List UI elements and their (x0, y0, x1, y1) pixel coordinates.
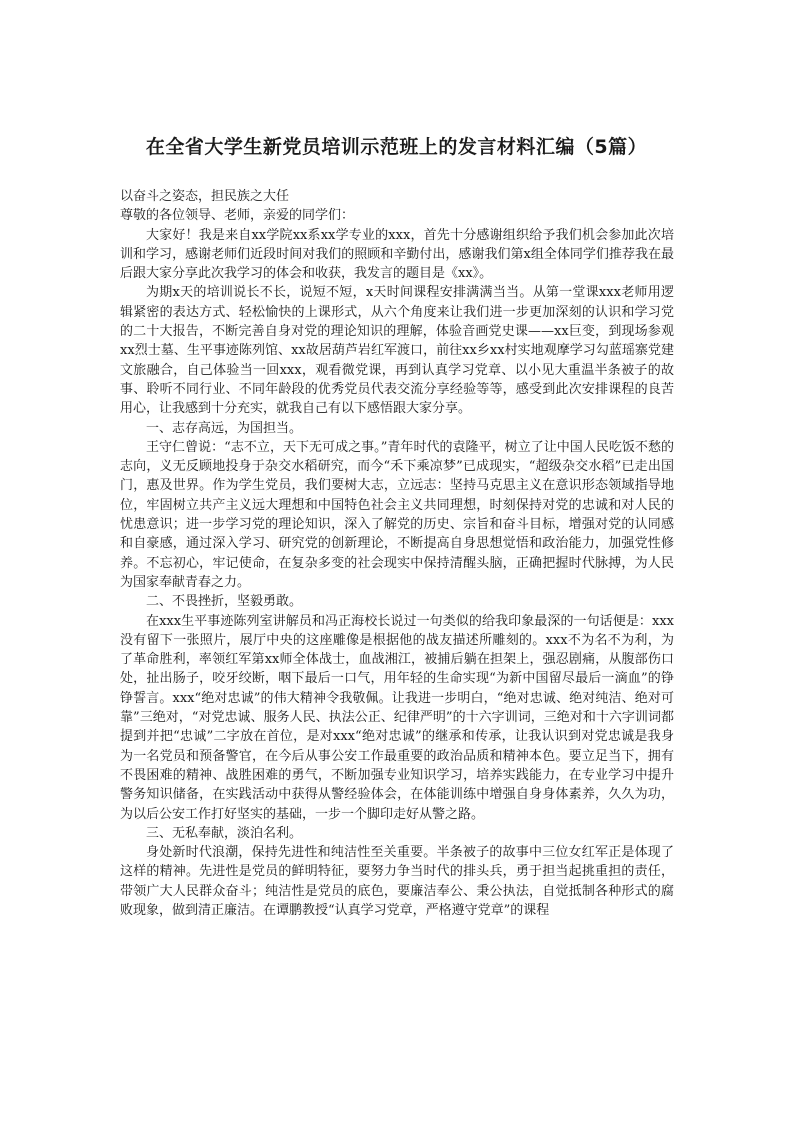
paragraph-section-3: 身处新时代浪潮，保持先进性和纯洁性至关重要。半条被子的故事中三位女红军正是体现了这样的精神。先进性是党员的鲜明特征，要努力争当时代的排头兵，勇于担当起挑重担的责任，带领广大人民群众奋斗；纯洁性是党员的底色，要廉洁奉公、秉公执法，自觉抵制各种形式的腐败现象，做到清正廉洁。在谭鹏教授“认真学习党章，严格遵守党章”的课程 (120, 845, 674, 918)
document-body (120, 187, 674, 920)
section-heading-2: 二、不畏挫折，坚毅勇敢。 (146, 594, 303, 610)
paragraph-greeting: 大家好！我是来自xx学院xx系xx学专业的xxx，首先十分感谢组织给予我们机会参加此次培训和学习，感谢老师们近段时间对我们的照顾和辛勤付出，感谢我们第x组全体同学们推荐我在最后跟大家分享此次我学习的体会和收获，我发言的题目是《xx》。 (120, 227, 674, 282)
document-title: 在全省大学生新党员培训示范班上的发言材料汇编（5篇） (145, 136, 648, 158)
section-heading-3: 三、无私奉献，淡泊名利。 (146, 825, 303, 841)
paragraph-section-2: 在xxx生平事迹陈列室讲解员和冯正海校长说过一句类似的给我印象最深的一句话便是：xxx没有留下一张照片，展厅中央的这座雕像是根据他的战友描述所雕刻的。xxx不为名不为利，为了革命胜利，率领红军第xx师全体战士，血战湘江，被捕后躺在担架上，强忍剧痛，从腹部伤口处，扯出肠子，咬牙绞断，咽下最后一口气，用年轻的生命实现“为新中国留尽最后一滴血”的铮铮誓言。xxx“绝对忠诚”的伟大精神令我敬佩。让我进一步明白，“绝对忠诚、绝对纯洁、绝对可靠”三绝对，“对党忠诚、服务人民、执法公正、纪律严明”的十六字训词，三绝对和十六字训词都提到并把“忠诚”二字放在首位，是对xxx“绝对忠诚”的继承和传承，让我认识到对党忠诚是我身为一名党员和预备警官，在今后从事公安工作最重要的政治品质和精神本色。要立足当下，拥有不畏困难的精神、战胜困难的勇气，不断加强专业知识学习，培养实践能力，在专业学习中提升警务知识储备，在实践活动中获得从警经验体会，在体能训练中增强自身身体素养，久久为功，为以后公安工作打好坚实的基础，一步一个脚印走好从警之路。 (120, 613, 674, 822)
document-subtitle: 以奋斗之姿态，担民族之大任 (120, 189, 290, 204)
section-heading-1: 一、志存高远，为国担当。 (146, 420, 303, 436)
paragraph-training-overview: 为期x天的培训说长不长，说短不短，x天时间课程安排满满当当。从第一堂课xxx老师用逻辑紧密的表达方式、轻松愉快的上课形式，从六个角度来让我们进一步更加深刻的认识和学习党的二十大报告，不断完善自身对党的理论知识的理解，体验音画党史课——xx巨变，到现场参观xx烈士墓、生平事迹陈列馆、xx故居葫芦岩红军渡口，前往xx乡xx村实地观摩学习勾蓝瑶寨党建文旅融合，自己体验当一回xxx，观看微党课，再到认真学习党章、以小见大重温半条被子的故事、聆听不同行业、不同年龄段的优秀党员代表交流分享经验等等，感受到此次安排课程的良苦用心，让我感到十分充实，就我自己有以下感悟跟大家分享。 (120, 285, 674, 417)
salutation: 尊敬的各位领导、老师，亲爱的同学们： (120, 208, 355, 224)
paragraph-section-1: 王守仁曾说：“志不立，天下无可成之事。”青年时代的袁隆平，树立了让中国人民吃饭不愁的志向，义无反顾地投身于杂交水稻研究，而今“禾下乘凉梦”已成现实，“超级杂交水稻”已走出国门，惠及世界。作为学生党员，我们要树大志，立远志：坚持马克思主义在意识形态领域指导地位，牢固树立共产主义远大理想和中国特色社会主义共同理想，时刻保持对党的忠诚和对人民的忧患意识；进一步学习党的理论知识，深入了解党的历史、宗旨和奋斗目标，增强对党的认同感和自豪感，通过深入学习、研究党的创新理论，不断提高自身思想觉悟和政治能力，加强党性修养。不忘初心，牢记使命，在复杂多变的社会现实中保持清醒头脑，正确把握时代脉搏，为人民为国家奉献青春之力。 (120, 439, 674, 590)
